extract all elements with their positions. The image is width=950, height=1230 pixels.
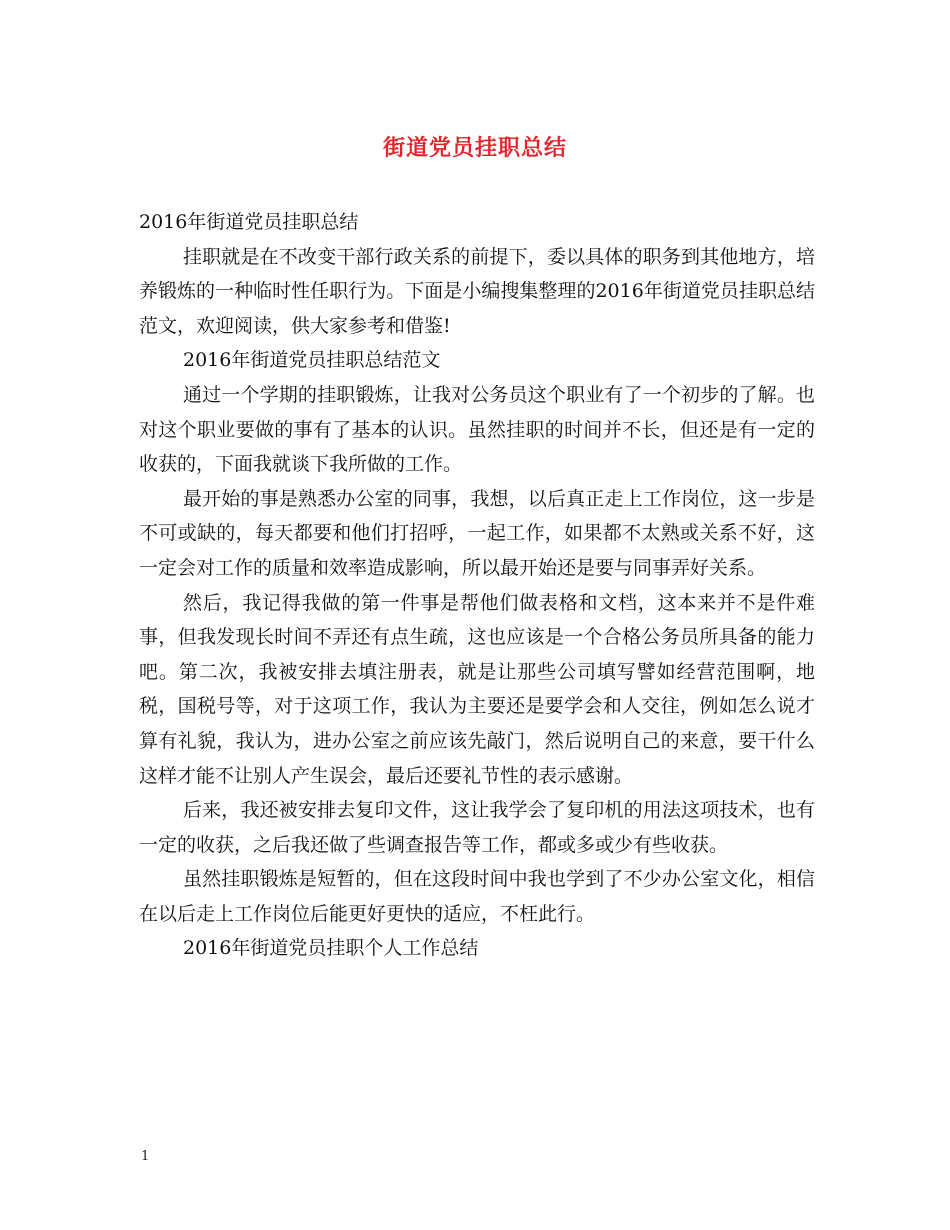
- paragraph-body: 然后，我记得我做的第一件事是帮他们做表格和文档，这本来并不是件难事，但我发现长时间不弄还有点生疏，这也应该是一个合格公务员所具备的能力吧。第二次，我被安排去填注册表，就是让那些公司填写譬如经营范围啊，地税，国税号等，对于这项工作，我认为主要还是要学会和人交往，例如怎么说才算有礼貌，我认为，进办公室之前应该先敲门，然后说明自己的来意，要干什么这样才能不让别人产生误会，最后还要礼节性的表示感谢。: [139, 591, 815, 787]
- paragraph-body: 虽然挂职锻炼是短暂的，但在这段时间中我也学到了不少办公室文化，相信在以后走上工作岗位后能更好更快的适应，不枉此行。: [139, 868, 815, 925]
- paragraph-section-heading: 2016年街道党员挂职总结范文: [183, 349, 441, 372]
- paragraph-body: 最开始的事是熟悉办公室的同事，我想，以后真正走上工作岗位，这一步是不可或缺的，每天都要和他们打招呼，一起工作，如果都不太熟或关系不好，这一定会对工作的质量和效率造成影响，所以最开始还是要与同事弄好关系。: [139, 487, 815, 579]
- document-title: 街道党员挂职总结: [382, 135, 567, 161]
- paragraph-section-heading: 2016年街道党员挂职个人工作总结: [183, 937, 479, 960]
- paragraph-intro: 挂职就是在不改变干部行政关系的前提下，委以具体的职务到其他地方，培养锻炼的一种临时性任职行为。下面是小编搜集整理的2016年街道党员挂职总结范文，欢迎阅读，供大家参考和借鉴!: [139, 245, 815, 337]
- page-number: 1: [141, 1149, 150, 1164]
- paragraph-subtitle: 2016年街道党员挂职总结: [139, 211, 359, 233]
- paragraph-body: 后来，我还被安排去复印文件，这让我学会了复印机的用法这项技术，也有一定的收获，之后我还做了些调查报告等工作，都或多或少有些收获。: [139, 799, 815, 856]
- paragraph-body: 通过一个学期的挂职锻炼，让我对公务员这个职业有了一个初步的了解。也对这个职业要做的事有了基本的认识。虽然挂职的时间并不长，但还是有一定的收获的，下面我就谈下我所做的工作。: [139, 383, 815, 476]
- document-body: [139, 205, 815, 966]
